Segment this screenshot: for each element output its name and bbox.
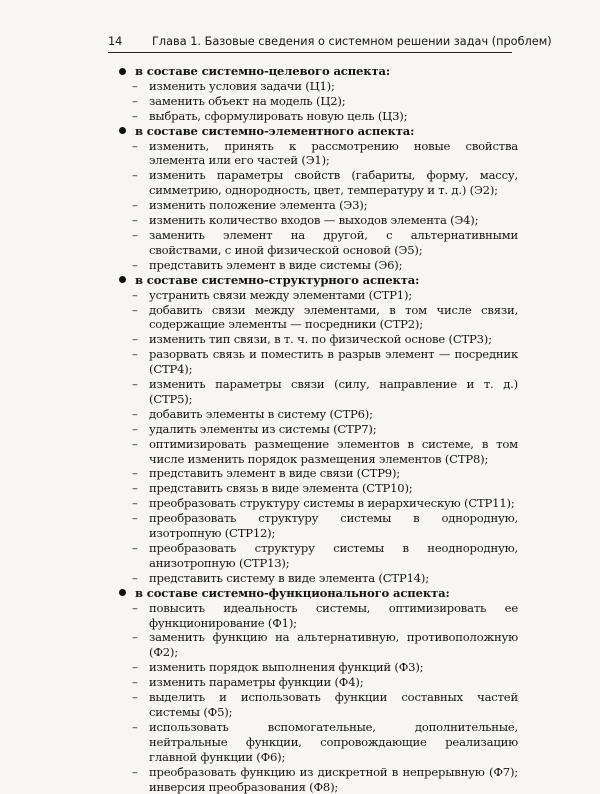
dash-marker: – xyxy=(132,541,138,555)
list-item-text: использовать вспомогательные, дополнительные, нейтральные функции, сопровождающие реализацию главной функции (Ф6); xyxy=(149,719,518,764)
page-body xyxy=(118,64,518,794)
running-title: Глава 1. Базовые сведения о системном решении задач (проблем) xyxy=(152,35,552,48)
list-item-text: удалить элементы из системы (СТР7); xyxy=(149,421,377,436)
page-number: 14 xyxy=(108,35,123,48)
dash-marker: – xyxy=(132,93,138,108)
dash-marker: – xyxy=(132,675,138,690)
list-item xyxy=(118,139,518,169)
section-target-aspect xyxy=(118,64,518,124)
section-element-aspect xyxy=(118,124,518,273)
dash-marker: – xyxy=(132,496,138,511)
bullet-icon xyxy=(119,276,126,283)
list-item xyxy=(118,571,518,586)
list-item-text: изменить параметры связи (силу, направление и т. д.) (СТР5); xyxy=(149,377,518,406)
item-list xyxy=(118,79,518,124)
list-item xyxy=(118,675,518,690)
list-item xyxy=(118,198,518,213)
section-heading xyxy=(118,124,518,139)
list-item-text: преобразовать структуру системы в неоднородную, анизотропную (СТР13); xyxy=(149,541,518,570)
dash-marker: – xyxy=(132,138,138,153)
list-item xyxy=(118,601,518,631)
list-item-text: разорвать связь и поместить в разрыв элемент — посредник (СТР4); xyxy=(149,347,518,377)
section-heading-text: в составе системно-элементного аспекта: xyxy=(135,123,415,138)
list-item xyxy=(118,258,518,273)
dash-marker: – xyxy=(132,660,138,675)
list-item-text: представить связь в виде элемента (СТР10); xyxy=(149,481,413,496)
item-list xyxy=(118,139,518,273)
dash-marker: – xyxy=(132,287,138,302)
list-item-text: оптимизировать размещение элементов в системе, в том числе изменить порядок размещения элементов (СТР8); xyxy=(149,436,518,466)
list-item xyxy=(118,765,518,794)
list-item-text: изменить тип связи, в т. ч. по физической основе (СТР3); xyxy=(149,332,492,347)
item-list xyxy=(118,288,518,586)
list-item-text: добавить связи между элементами, в том числе связи, содержащие элементы — посредники (СТР2); xyxy=(149,302,518,332)
list-item-text: изменить параметры функции (Ф4); xyxy=(149,675,364,690)
list-item xyxy=(118,496,518,511)
dash-marker: – xyxy=(132,257,138,272)
dash-marker: – xyxy=(132,481,138,496)
list-item xyxy=(118,288,518,303)
bullet-icon xyxy=(119,127,126,134)
running-header xyxy=(108,34,552,53)
list-item xyxy=(118,630,518,660)
list-item xyxy=(118,332,518,347)
bullet-icon xyxy=(119,589,126,596)
dash-marker: – xyxy=(132,78,138,93)
bullet-icon xyxy=(119,68,126,75)
list-item xyxy=(118,228,518,258)
dash-marker: – xyxy=(132,511,138,526)
list-item-text: изменить порядок выполнения функций (Ф3); xyxy=(149,660,424,675)
list-item-text: преобразовать структуру системы в иерархическую (СТР11); xyxy=(149,496,515,511)
dash-marker: – xyxy=(132,406,138,421)
list-item xyxy=(118,437,518,467)
list-item-text: изменить количество входов — выходов элемента (Э4); xyxy=(149,213,479,228)
list-item xyxy=(118,347,518,377)
dash-marker: – xyxy=(132,421,138,436)
section-heading xyxy=(118,586,518,601)
list-item-text: заменить объект на модель (Ц2); xyxy=(149,93,346,108)
section-heading-text: в составе системно-структурного аспекта: xyxy=(135,272,420,287)
list-item xyxy=(118,407,518,422)
dash-marker: – xyxy=(132,377,138,392)
list-item xyxy=(118,213,518,228)
list-item xyxy=(118,79,518,94)
dash-marker: – xyxy=(132,168,138,183)
dash-marker: – xyxy=(132,108,138,123)
dash-marker: – xyxy=(132,570,138,585)
dash-marker: – xyxy=(132,764,138,779)
list-item-text: устранить связи между элементами (СТР1); xyxy=(149,287,413,302)
list-item xyxy=(118,303,518,333)
dash-marker: – xyxy=(132,436,138,451)
list-item xyxy=(118,422,518,437)
dash-marker: – xyxy=(132,690,138,705)
section-heading-text: в составе системно-функционального аспекта: xyxy=(135,585,450,600)
list-item-text: представить элемент в виде связи (СТР9); xyxy=(149,466,401,481)
list-item xyxy=(118,690,518,720)
list-item-text: изменить, принять к рассмотрению новые свойства элемента или его частей (Э1); xyxy=(149,138,518,168)
list-item xyxy=(118,720,518,765)
dash-marker: – xyxy=(132,198,138,213)
list-item-text: представить систему в виде элемента (СТР14); xyxy=(149,570,429,585)
dash-marker: – xyxy=(132,213,138,228)
section-function-aspect xyxy=(118,586,518,794)
list-item xyxy=(118,168,518,198)
list-item xyxy=(118,377,518,407)
list-item xyxy=(118,511,518,541)
section-heading xyxy=(118,64,518,79)
list-item-text: выбрать, сформулировать новую цель (Ц3); xyxy=(149,108,408,123)
list-item-text: изменить параметры свойств (габариты, форму, массу, симметрию, однородность, цвет, температуру и т. д.) (Э2); xyxy=(149,168,518,198)
list-item xyxy=(118,109,518,124)
list-item xyxy=(118,541,518,571)
list-item-text: изменить положение элемента (Э3); xyxy=(149,198,368,213)
list-item xyxy=(118,660,518,675)
list-item xyxy=(118,481,518,496)
section-structure-aspect xyxy=(118,273,518,586)
list-item-text: повысить идеальность системы, оптимизировать ее функционирование (Ф1); xyxy=(149,600,518,630)
dash-marker: – xyxy=(132,630,138,645)
list-item-text: заменить функцию на альтернативную, противоположную (Ф2); xyxy=(149,630,518,660)
item-list xyxy=(118,601,518,794)
list-item-text: изменить условия задачи (Ц1); xyxy=(149,78,335,93)
dash-marker: – xyxy=(132,600,138,615)
list-item xyxy=(118,94,518,109)
list-item-text: представить элемент в виде системы (Э6); xyxy=(149,257,403,272)
list-item-text: преобразовать функцию из дискретной в непрерывную (Ф7); инверсия преобразования (Ф8); xyxy=(149,764,518,794)
dash-marker: – xyxy=(132,227,138,242)
dash-marker: – xyxy=(132,719,138,734)
section-heading-text: в составе системно-целевого аспекта: xyxy=(135,64,391,78)
dash-marker: – xyxy=(132,347,138,362)
list-item-text: выделить и использовать функции составных частей системы (Ф5); xyxy=(149,690,518,719)
list-item-text: преобразовать структуру системы в однородную, изотропную (СТР12); xyxy=(149,511,518,541)
section-heading xyxy=(118,273,518,288)
list-item-text: заменить элемент на другой, с альтернативными свойствами, с иной физической основой (Э5); xyxy=(149,227,518,257)
dash-marker: – xyxy=(132,466,138,481)
dash-marker: – xyxy=(132,302,138,317)
dash-marker: – xyxy=(132,332,138,347)
list-item-text: добавить элементы в систему (СТР6); xyxy=(149,406,373,421)
list-item xyxy=(118,466,518,481)
